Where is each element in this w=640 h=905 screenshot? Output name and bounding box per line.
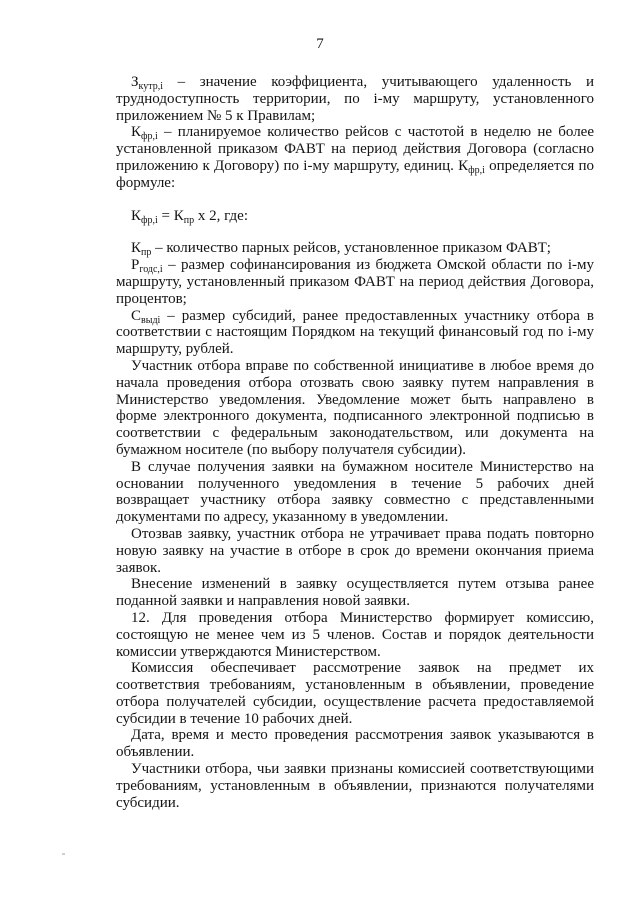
definition-k-fr-text: – планируемое количество рейсов с частотой в неделю не более установленной приказом ФАВТ на период действия Договора (согласно приложению к Договору) по i-му маршруту, единиц. (116, 124, 594, 174)
definition-k-pr-text: – количество парных рейсов, установленное приказом ФАВТ; (151, 240, 551, 257)
formula-rest: х 2, где: (194, 207, 248, 224)
symbol-z: З (131, 74, 139, 90)
formula-sub-a: фр,i (141, 214, 158, 226)
definition-r-gods (116, 257, 594, 307)
paragraph-date-time: Дата, время и место проведения рассмотрения заявок указываются в объявлении. (116, 727, 594, 761)
definition-c-vyd (116, 308, 594, 358)
definition-k-fr (116, 124, 594, 191)
definition-c-vyd-text: – размер субсидий, ранее предоставленных участнику отбора в соответствии с настоящим Порядком на текущий финансовый год по i-му маршруту, рублей. (116, 307, 594, 358)
formula-sub-b: пр (183, 214, 195, 226)
formula-symbol-a: К (131, 207, 142, 224)
subscript-fr: фр,i (141, 131, 158, 143)
document-body (116, 74, 594, 811)
paragraph-commission-duties: Комиссия обеспечивает рассмотрение заявок на предмет их соответствия требованиям, установленным в объявлении, проведение отбора получателей субсидии, осуществление расчета предоставляемой субсидии в течение 10 рабочих дней. (116, 660, 594, 727)
symbol-k: К (131, 124, 142, 141)
symbol-r: Р (131, 257, 140, 274)
formula-symbol-b: К (173, 207, 184, 224)
subscript-pr: пр (141, 247, 152, 259)
scan-mark (62, 853, 65, 855)
formula-equals: = (157, 207, 174, 224)
subscript-fr-2: фр,i (468, 164, 485, 176)
definition-k-fr-text-2: определяется по формуле: (116, 157, 594, 191)
paragraph-withdraw: Участник отбора вправе по собственной инициативе в любое время до начала проведения отбора отозвать свою заявку путем направления в Министерство уведомления. Уведомление может быть направлено в форме электронного документа, подписанного электронной подписью в соответствии с федеральным законодательством, или документа на бумажном носителе (по выбору получателя субсидии). (116, 357, 594, 458)
paragraph-recipients: Участники отбора, чьи заявки признаны комиссией соответствующими требованиям, установленным в объявлении, признаются получателями субсидии. (116, 761, 594, 811)
subscript-gods: годс,i (139, 264, 163, 276)
symbol-k-2: К (458, 157, 469, 174)
subscript-vyd: выдi (141, 314, 161, 326)
definition-z-kutr (116, 74, 594, 124)
page-number: 7 (316, 36, 324, 52)
paragraph-resubmit: Отозвав заявку, участник отбора не утрачивает права подать повторно новую заявку на участие в отборе в срок до времени окончания приема заявок. (116, 525, 594, 576)
definition-k-pr (116, 240, 594, 257)
definition-z-text: – значение коэффициента, учитывающего удаленность и труднодоступность территории, по i-му маршруту, установленного приложением № 5 к Правилам; (116, 74, 594, 124)
subscript-kutr: кутр,i (138, 81, 164, 92)
definition-r-gods-text: – размер софинансирования из бюджета Омской области по i-му маршруту, установленный приказом ФАВТ на период действия Договора, процентов; (116, 257, 594, 307)
symbol-c: С (131, 307, 142, 324)
symbol-k-pr: К (131, 240, 142, 257)
formula-k-fr (116, 208, 594, 225)
paragraph-commission: 12. Для проведения отбора Министерство формирует комиссию, состоящую не менее чем из 5 членов. Состав и порядок деятельности комиссии утверждаются Министерством. (116, 609, 594, 660)
paragraph-changes: Внесение изменений в заявку осуществляется путем отзыва ранее поданной заявки и направления новой заявки. (116, 576, 594, 610)
paragraph-paper-return: В случае получения заявки на бумажном носителе Министерство на основании полученного уведомления в течение 5 рабочих дней возвращает участнику отбора заявку совместно с представленными документами по адресу, указанному в уведомлении. (116, 458, 594, 526)
